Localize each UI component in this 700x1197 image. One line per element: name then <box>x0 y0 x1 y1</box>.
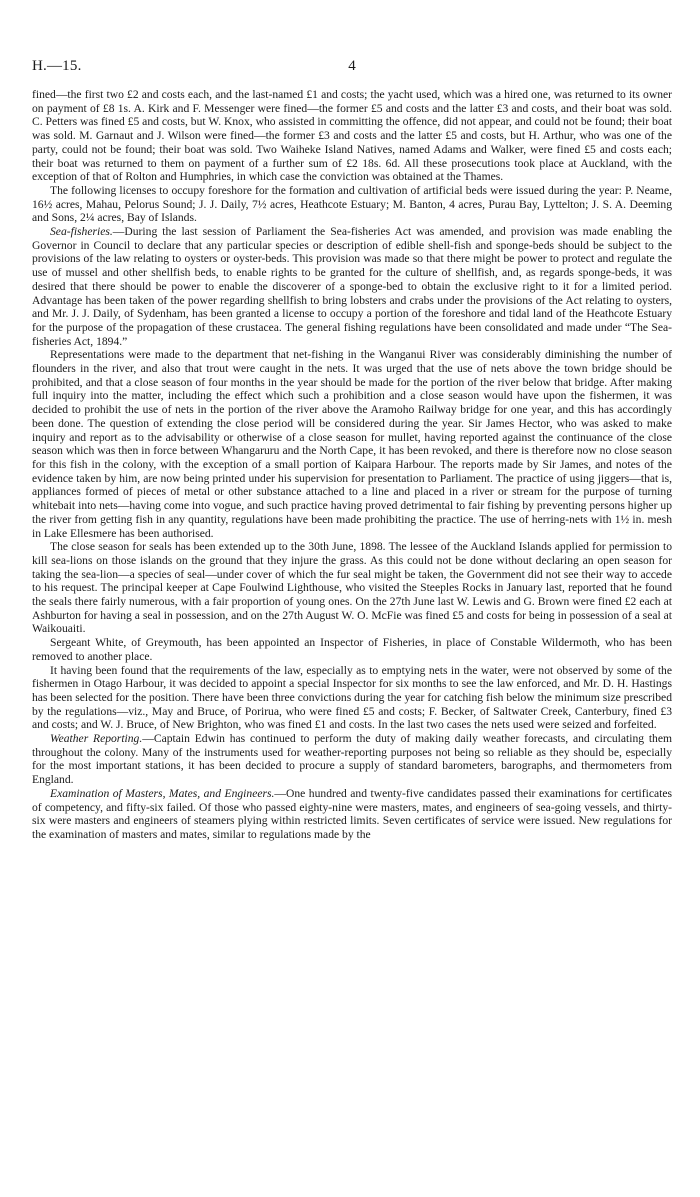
section-heading: Examination of Masters, Mates, and Engineers. <box>50 786 275 800</box>
paragraph-otago <box>32 664 672 733</box>
document-reference: H.—15. <box>32 58 82 74</box>
paragraph-text: —Captain Edwin has continued to perform the duty of making daily weather forecasts, and circulating them throughout the colony. Many of the instruments used for weather-reporting purposes not being so reliable as they should be, especially for the most important stations, it has been decided to procure a supply of standard barometers, barographs, and thermometers from England. <box>32 732 672 787</box>
page-number: 4 <box>348 58 356 74</box>
paragraph-seals <box>32 540 672 636</box>
paragraph-examination <box>32 787 672 842</box>
document-page <box>32 58 672 842</box>
paragraph-wanganui <box>32 348 672 540</box>
paragraph-text: —During the last session of Parliament the Sea-fisheries Act was amended, and provision was made enabling the Governor in Council to declare that any particular species or description of edible shell-fish and sponge-beds should be subject to the provisions of the law relating to oysters or oyster-beds. This provision was made so that there might be power to protect and regulate the use of mussel and other shellfish beds, to enable rights to be granted for the culture of shellfish, and, as regards sponge-beds, it was desired that there should be power to enable the discoverer of a sponge-bed to obtain the exclusive right to it for a limited period. Advantage has been taken of the power regarding shellfish to bring lobsters and crabs under the provisions of the Act relating to oysters, and Mr. J. J. Daily, of Sydenham, has been granted a license to occupy a portion of the foreshore and tidal land of the Heathcote Estuary for the purpose of the propagation of these crustacea. The general fishing regulations have been consolidated and made under “The Sea-fisheries Act, 1894.” <box>32 225 672 348</box>
paragraph-text: fined—the first two £2 and costs each, and the last-named £1 and costs; the yacht used, which was a hired one, was returned to its owner on payment of £8 1s. A. Kirk and F. Messenger were fined—the former £5 and costs and the latter £3 and costs, and their boat was sold. C. Petters was fined £5 and costs, but W. Knox, who assisted in committing the offence, did not appear, and could not be found; their boat was sold. M. Garnaut and J. Wilson were fined—the former £3 and costs and the latter £5 and costs, but H. Arthur, who was one of the party, could not be found; their boat was sold. Two Waiheke Island Natives, named Adams and Walker, were fined £5 and costs each; their boat was returned to them on payment of a further sum of £2 18s. 6d. All these prosecutions took place at Auckland, with the exception of that of Rolton and Humphries, in which case the conviction was obtained at the Thames. <box>32 88 672 184</box>
body-text <box>32 88 672 842</box>
paragraph-sea-fisheries <box>32 225 672 348</box>
section-heading: Sea-fisheries. <box>50 225 113 239</box>
paragraph-weather <box>32 732 672 787</box>
paragraph-licenses <box>32 184 672 225</box>
paragraph-text: Representations were made to the department that net-fishing in the Wanganui River was considerably diminishing the number of flounders in the river, and also that trout were caught in the nets. It was urged that the use of nets above the town bridge should be prohibited, and that a close season of four months in the year should be made for the portion of the river below that bridge. After making full inquiry into the matter, including the effect which such a prohibition and a close season would have upon the fishermen, it was decided to prohibit the use of nets in the portion of the river above the Aramoho Railway bridge for one year, and this has accordingly been done. The question of extending the close period will be considered during the year. Sir James Hector, who was asked to make inquiry and report as to the advisability or otherwise of a close season for mullet, having reported against the continuance of the close season which was then in force between Whangaruru and the North Cape, it has been revoked, and there is therefore now no close season for this fish in the colony, with the exception of a small portion of Kaipara Harbour. The reports made by Sir James, and notes of the evidence taken by him, are now being printed under his supervision for presentation to Parliament. The practice of using jiggers—that is, appliances formed of pieces of metal or other substance attached to a line and placed in a river or stream for the purpose of turning whitebait into nets—having come into vogue, and such practice having proved detrimental to fair fishing by preventing persons higher up the river from getting fish in any quantity, regulations have been made prohibiting the practice. The use of herring-nets with 1½ in. mesh in Lake Ellesmere has been authorised. <box>32 348 672 540</box>
paragraph-text: The close season for seals has been extended up to the 30th June, 1898. The lessee of the Auckland Islands applied for permission to kill sea-lions on those islands on the ground that they injure the grass. As this could not be done without declaring an open season for taking the sea-lion—a species of seal—under cover of which the fur seal might be taken, the Government did not see their way to accede to his request. The principal keeper at Cape Foulwind Lighthouse, who visited the Steeples Rocks in January last, reported that he found the seals there fairly numerous, with a fair proportion of young ones. On the 27th June last W. Lewis and G. Brown were fined £2 each at Ashburton for having a seal in possession, and on the 27th August W. O. McFie was fined £5 and costs for being in possession of a seal at Waikouaiti. <box>32 540 672 636</box>
paragraph-text: It having been found that the requirements of the law, especially as to emptying nets in the water, were not observed by some of the fishermen in Otago Harbour, it was decided to appoint a special Inspector for six months to see the law enforced, and Mr. D. H. Hastings has been selected for the position. There have been three convictions during the year for catching fish below the minimum size prescribed by the regulations—viz., May and Bruce, of Porirua, who were fined £5 and costs; F. Becker, of Saltwater Creek, Canterbury, fined £3 and costs; and W. J. Bruce, of New Brighton, who was fined £1 and costs. In the last two cases the nets used were seized and forfeited. <box>32 663 672 732</box>
paragraph-text: The following licenses to occupy foreshore for the formation and cultivation of artificial beds were issued during the year: P. Neame, 16½ acres, Mahau, Pelorus Sound; J. J. Daily, 7½ acres, Heathcote Estuary; M. Banton, 4 acres, Purau Bay, Lyttelton; J. S. A. Deeming and Sons, 2¼ acres, Bay of Islands. <box>32 183 672 225</box>
paragraph-text: Sergeant White, of Greymouth, has been appointed an Inspector of Fisheries, in place of Constable Wildermoth, who has been removed to another place. <box>32 636 672 663</box>
paragraph-inspector <box>32 636 672 663</box>
section-heading: Weather Reporting. <box>50 732 143 746</box>
paragraph-text: —One hundred and twenty-five candidates passed their examinations for certificates of competency, and fifty-six failed. Of those who passed eighty-nine were masters, mates, and engineers of sea-going vessels, and thirty-six were masters and engineers of steamers plying within restricted limits. Seven certificates of service were issued. New regulations for the examination of masters and mates, similar to regulations made by the <box>32 786 673 841</box>
page-header <box>32 58 672 80</box>
paragraph-fines <box>32 88 672 184</box>
